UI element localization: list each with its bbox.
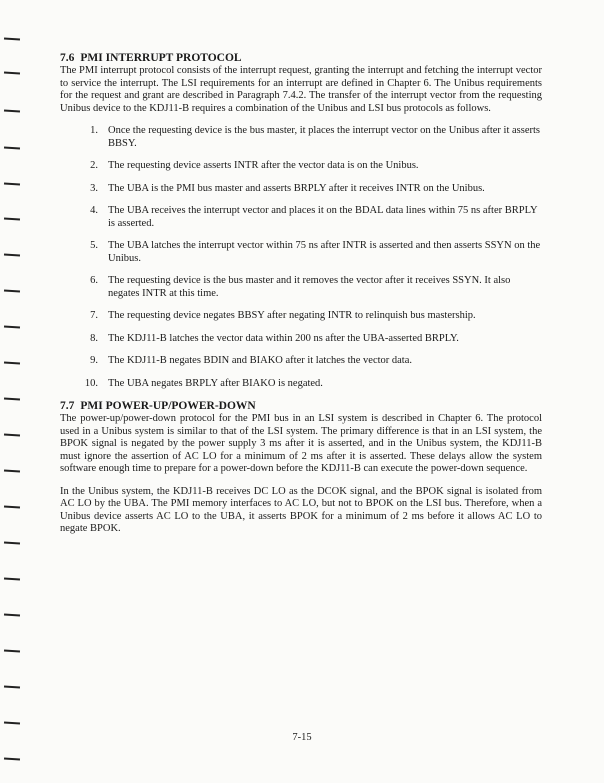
list-item-number: 6.	[90, 275, 98, 286]
margin-mark	[4, 182, 20, 185]
list-item-number: 3.	[90, 182, 98, 194]
list-item-number: 5.	[90, 240, 98, 251]
margin-mark	[4, 613, 20, 616]
list-item-text: The requesting device asserts INTR after the vector data is on the Unibus.	[108, 160, 419, 171]
document-page	[60, 52, 542, 536]
list-item	[60, 240, 542, 265]
margin-mark	[4, 289, 20, 292]
margin-mark	[4, 109, 20, 112]
margin-mark	[4, 361, 20, 364]
list-item	[60, 333, 542, 346]
margin-mark	[4, 37, 20, 40]
list-item	[60, 378, 542, 391]
list-item-text: The requesting device is the bus master and it removes the vector after it receives SSYN. It also negates INTR at this time.	[108, 275, 511, 299]
margin-mark	[4, 757, 20, 760]
margin-mark	[4, 649, 20, 652]
margin-mark	[4, 433, 20, 436]
section-heading-7-7	[60, 400, 542, 413]
list-item-text: The UBA latches the interrupt vector within 75 ns after INTR is asserted and then asserts SSYN on the Unibus.	[108, 240, 541, 264]
margin-mark	[4, 325, 20, 328]
margin-mark	[4, 469, 20, 472]
section-number: 7.7	[60, 400, 75, 412]
list-item	[60, 275, 542, 300]
section-heading-7-6	[60, 52, 542, 65]
list-item-text: Once the requesting device is the bus master, it places the interrupt vector on the Unibus after it asserts BBSY.	[108, 125, 540, 149]
power-paragraph-1: The power-up/power-down protocol for the PMI bus in an LSI system is described in Chapter 6. The protocol used in a Unibus system is similar to that of the LSI system. The primary difference is that in an LSI system, the BPOK signal is negated by the power supply 3 ms after it is asserted, and in the Unibus system, the KDJ11-B must ignore the assertion of AC LO for a minimum of 2 ms after it is asserted. These delays allow the system software enough time to prepare for a power-down before the KDJ11-B can execute the power-down sequence.	[60, 413, 542, 474]
list-item-number: 9.	[90, 355, 98, 366]
section-title: PMI INTERRUPT PROTOCOL	[80, 52, 242, 64]
margin-mark	[4, 685, 20, 688]
list-item-number: 10.	[84, 377, 98, 389]
list-item	[60, 183, 542, 196]
list-item-number: 2.	[90, 160, 98, 171]
list-item-text: The UBA receives the interrupt vector and places it on the BDAL data lines within 75 ns after BRPLY is asserted.	[108, 205, 538, 229]
margin-mark	[4, 146, 20, 149]
list-item	[60, 205, 542, 230]
list-item-number: 4.	[90, 205, 98, 216]
margin-mark	[4, 541, 20, 544]
list-item-text: The UBA negates BRPLY after BIAKO is negated.	[108, 377, 323, 389]
margin-mark	[4, 577, 20, 580]
list-item-text: The requesting device negates BBSY after negating INTR to relinquish bus mastership.	[108, 310, 476, 321]
margin-mark	[4, 505, 20, 508]
page-number: 7-15	[292, 732, 312, 743]
list-item-number: 1.	[90, 125, 98, 136]
list-item	[60, 355, 542, 368]
list-item	[60, 160, 542, 173]
list-item-number: 7.	[90, 310, 98, 321]
margin-mark	[4, 253, 20, 256]
margin-mark	[4, 721, 20, 724]
list-item	[60, 310, 542, 323]
margin-mark	[4, 217, 20, 220]
margin-mark	[4, 71, 20, 74]
section-title: PMI POWER-UP/POWER-DOWN	[80, 400, 256, 412]
section-intro-paragraph: The PMI interrupt protocol consists of the interrupt request, granting the interrupt and fetching the interrupt vector to service the interrupt. The LSI requirements for an interrupt are defined in Chapter 6. The Unibus requirements for the request and grant are described in Paragraph 7.4.2. The transfer of the interrupt vector from the requesting Unibus device to the KDJ11-B requires a combination of the Unibus and LSI bus protocols as follows.	[60, 65, 542, 114]
margin-mark	[4, 397, 20, 400]
power-paragraph-2: In the Unibus system, the KDJ11-B receives DC LO as the DCOK signal, and the BPOK signal is isolated from AC LO by the UBA. The PMI memory interfaces to AC LO, but not to BPOK on the LSI bus. Therefore, when a Unibus device asserts AC LO to the UBA, it asserts BPOK for a minimum of 2 ms before it allows AC LO to negate BPOK.	[60, 485, 542, 534]
list-item-text: The KDJ11-B negates BDIN and BIAKO after it latches the vector data.	[108, 355, 413, 366]
list-item-number: 8.	[90, 332, 98, 344]
list-item-text: The KDJ11-B latches the vector data within 200 ns after the UBA-asserted BRPLY.	[108, 332, 459, 344]
interrupt-steps-list	[60, 125, 542, 390]
list-item-text: The UBA is the PMI bus master and asserts BRPLY after it receives INTR on the Unibus.	[108, 182, 485, 194]
list-item	[60, 125, 542, 150]
section-number: 7.6	[60, 52, 75, 64]
